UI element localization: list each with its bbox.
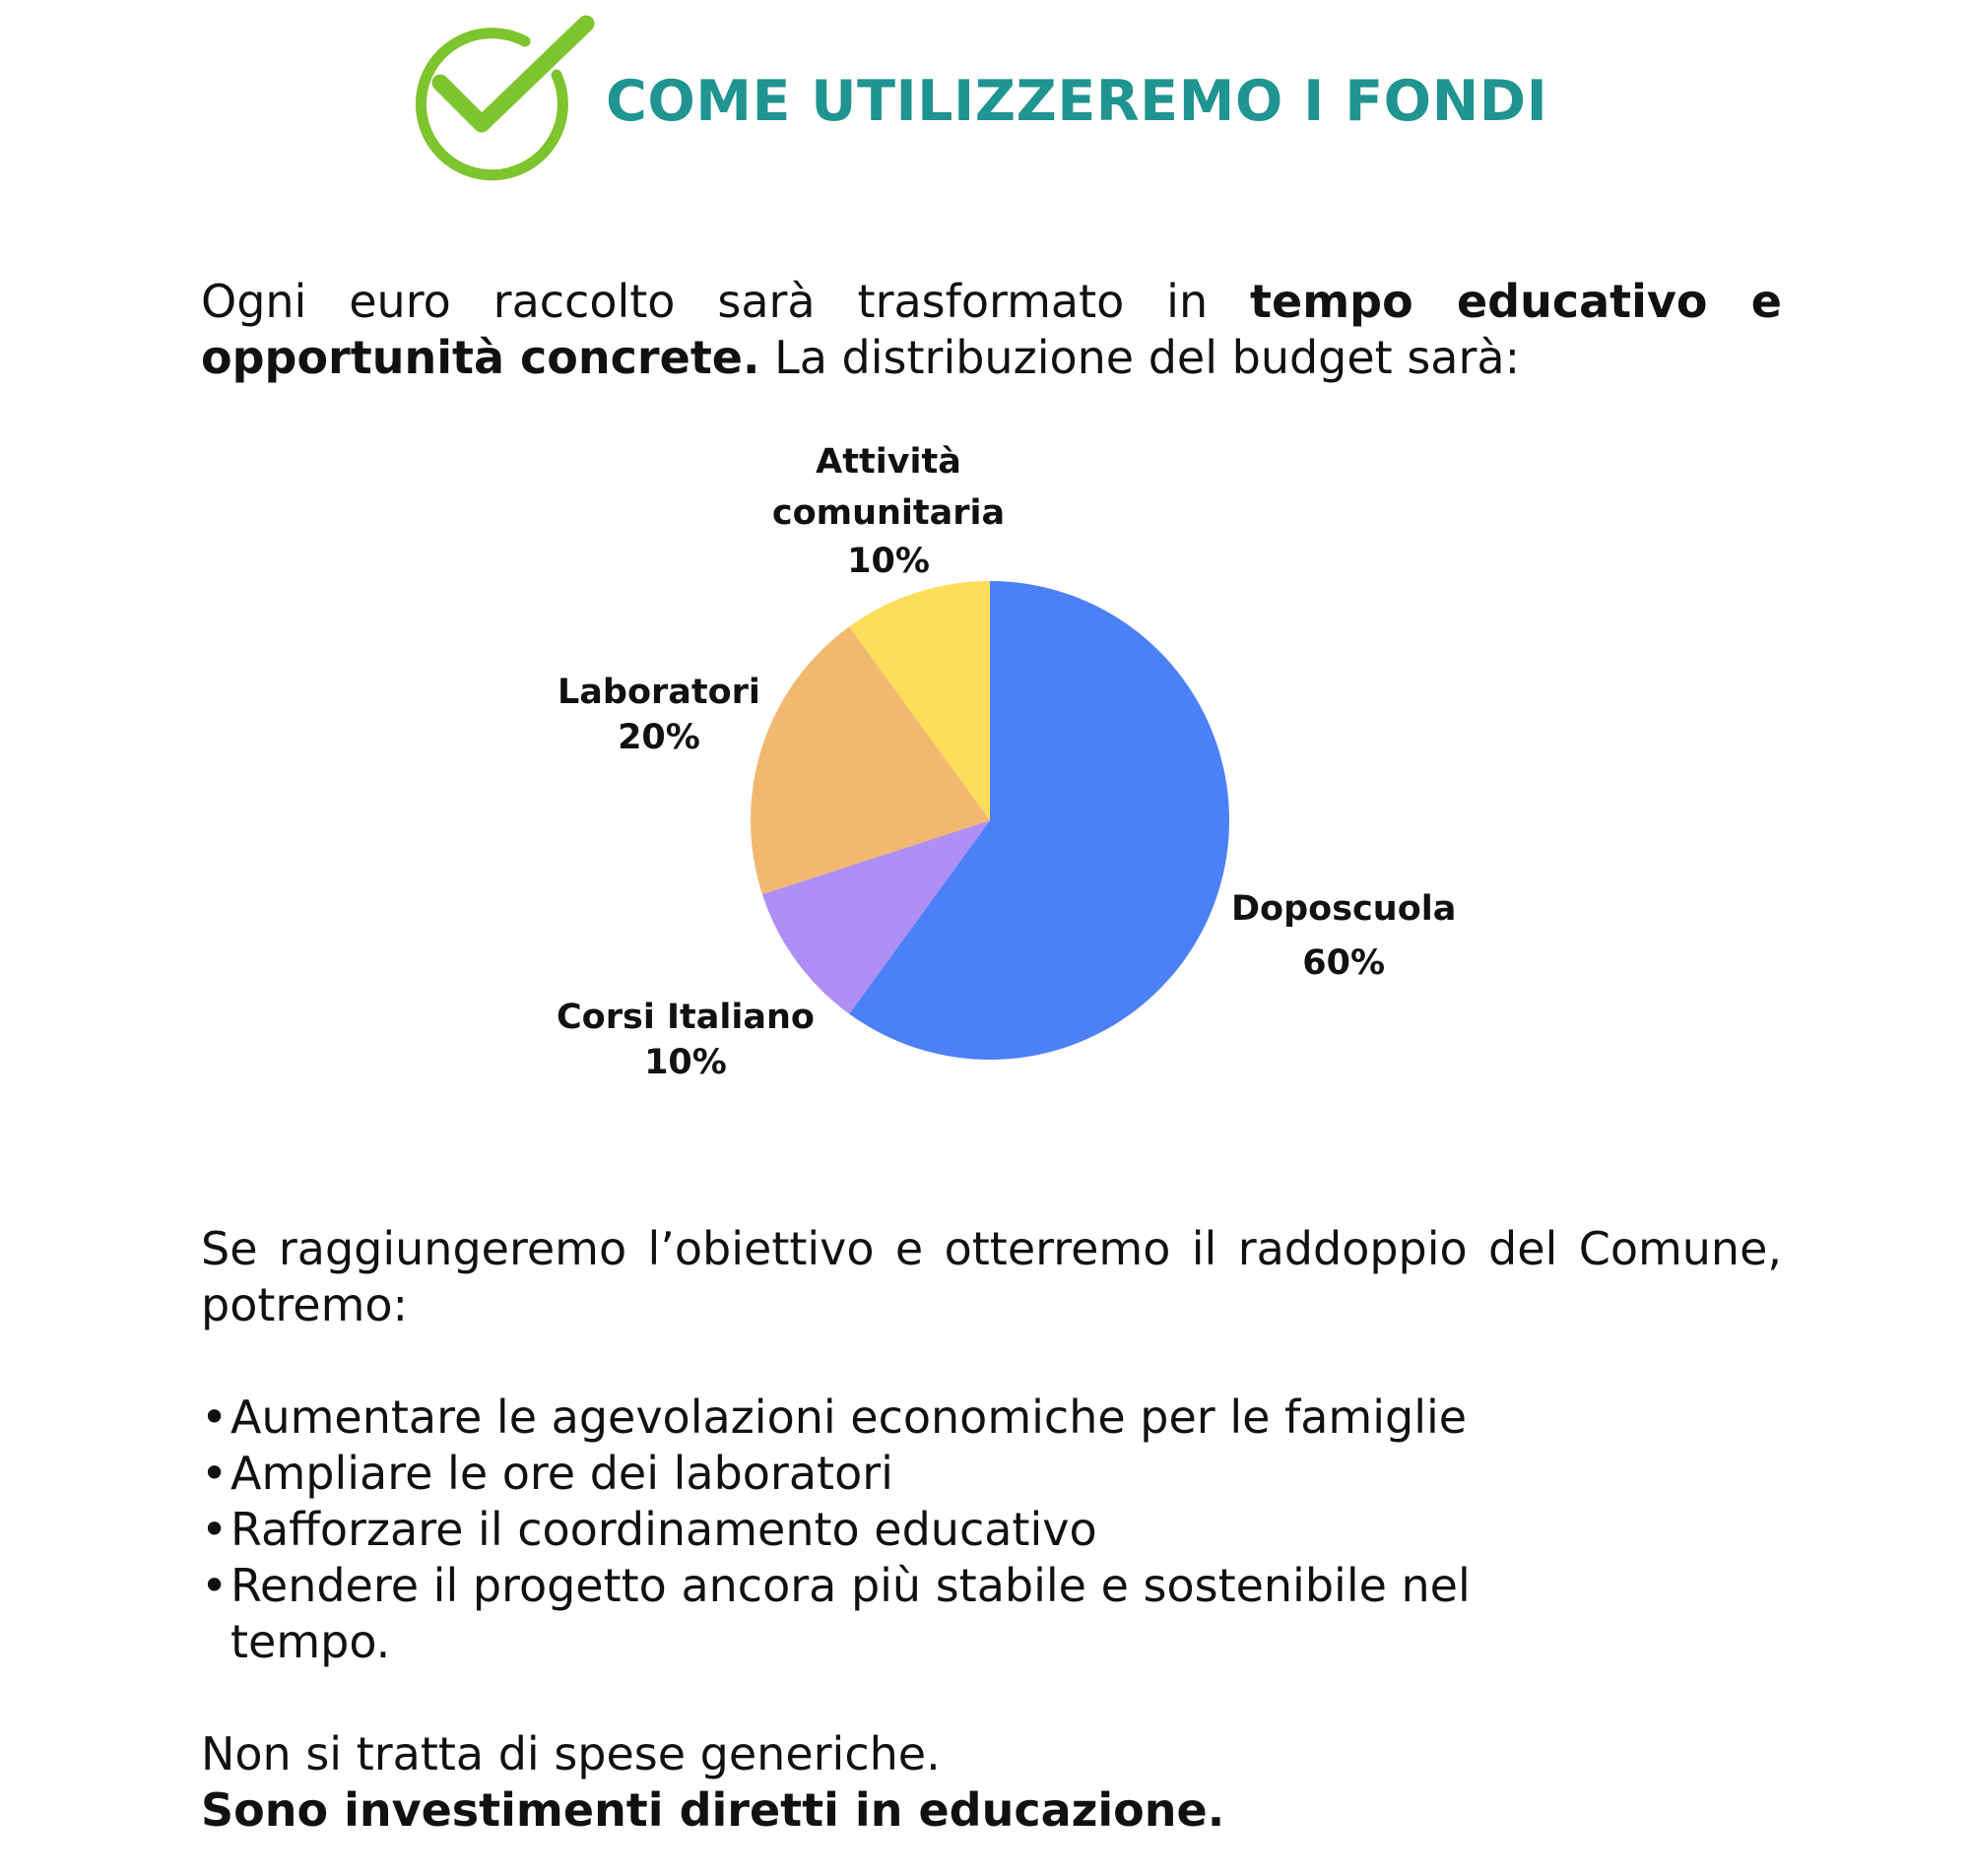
bullet-dot: • [201, 1447, 229, 1500]
outcomes-list [201, 1390, 1501, 1670]
list-item [201, 1446, 1501, 1502]
intro-bold-text: tempo educativo e opportunità concrete. [201, 275, 1782, 384]
list-item-text: Aumentare le agevolazioni economiche per le famiglie [230, 1391, 1468, 1444]
bullet-dot: • [201, 1391, 229, 1444]
label-doposcuola-name: Doposcuola [1231, 889, 1457, 929]
bullet-dot: • [201, 1559, 229, 1612]
page-title: COME UTILIZZEREMO I FONDI [606, 69, 1548, 134]
label-laboratori [558, 670, 760, 760]
outcomes-section [201, 1221, 1782, 1839]
label-laboratori-name: Laboratori [558, 673, 760, 712]
label-doposcuola [1231, 886, 1456, 986]
list-item-text: Ampliare le ore dei laboratori [230, 1447, 893, 1500]
label-laboratori-value: 20% [618, 718, 700, 757]
closing-line: Non si tratta di spese generiche. [201, 1727, 941, 1780]
label-doposcuola-value: 60% [1302, 943, 1386, 983]
list-item [201, 1390, 1501, 1446]
label-corsi-italiano-name: Corsi Italiano [557, 998, 815, 1037]
closing-bold-line: Sono investimenti diretti in educazione. [201, 1783, 1225, 1837]
list-item-text: Rendere il progetto ancora più stabile e sostenibile nel tempo. [230, 1559, 1471, 1668]
label-corsi-italiano-value: 10% [644, 1043, 727, 1082]
check-circle-icon [409, 14, 596, 181]
intro-paragraph [201, 274, 1782, 386]
budget-pie-chart [0, 414, 1970, 1123]
label-attivita-comunitaria [770, 436, 1007, 584]
label-attivita-comunitaria-value: 10% [847, 542, 930, 581]
bullet-dot: • [201, 1503, 229, 1556]
list-item [201, 1502, 1501, 1558]
intro-text-1: Ogni euro raccolto sarà trasformato in [201, 275, 1251, 328]
label-corsi-italiano [557, 995, 815, 1085]
label-attivita-comunitaria-name: Attività comunitaria [771, 442, 1006, 533]
closing [201, 1726, 1782, 1839]
header [0, 0, 1970, 197]
list-item [201, 1558, 1501, 1670]
goal-paragraph: Se raggiungeremo l’obiettivo e otterremo il raddoppio del Comune, potremo: [201, 1222, 1782, 1331]
intro-text-2: La distribuzione del budget sarà: [759, 331, 1521, 384]
list-item-text: Rafforzare il coordinamento educativo [230, 1503, 1097, 1556]
